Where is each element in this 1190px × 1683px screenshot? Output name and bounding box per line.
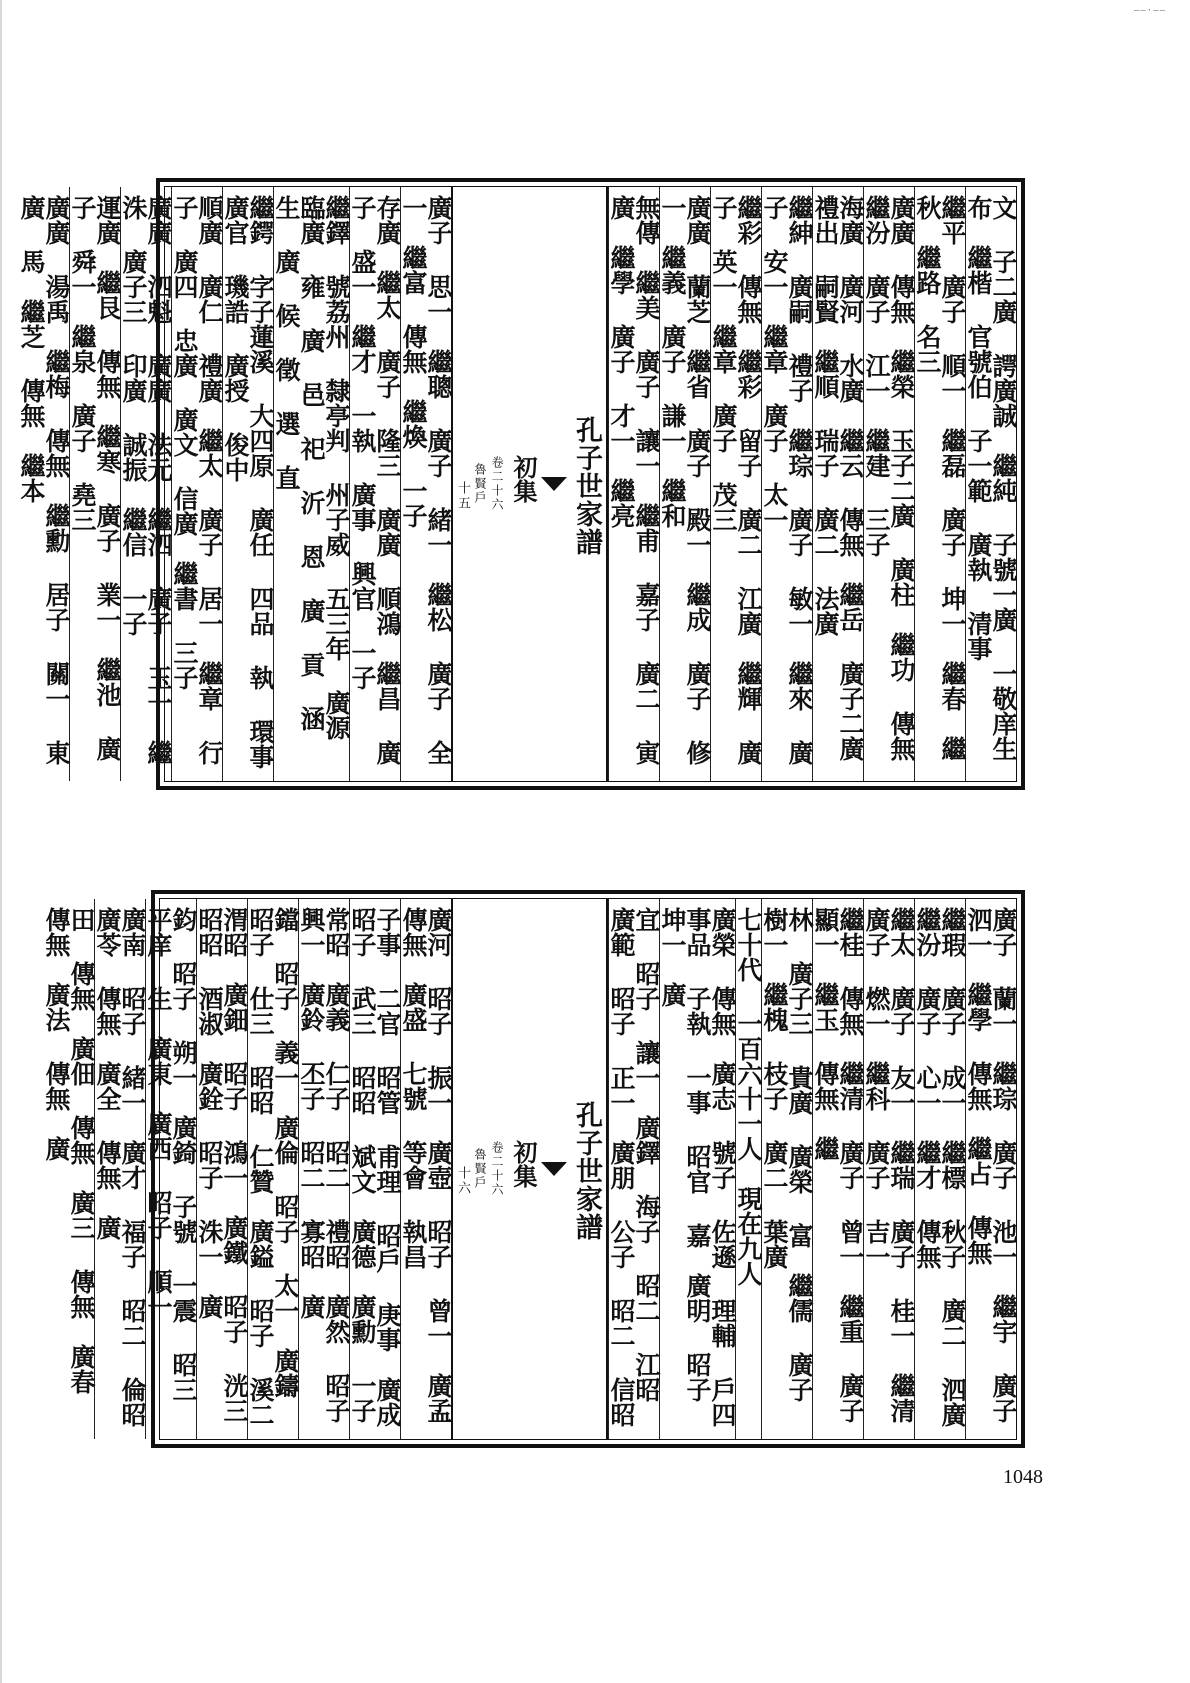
scan-left-edge	[0, 0, 2, 1683]
genealogy-panel-top	[17, 178, 1025, 790]
bottom-left-col-8: 田 傳無 廣佃 傳無 廣三 傳無 廣春 傳無 廣法 傳無 廣	[42, 907, 96, 1394]
top-right-col-1: 文 子二廣 諤廣誠 繼純 子號一廣 一敬庠生 布 繼楷 官號伯 子一範 廣執 清事	[965, 187, 1016, 781]
top-center-column	[451, 187, 608, 781]
bottom-left-col-1: 廣河 昭子 振一 廣壺 昭子 曾一 廣孟 傳無 廣盛 七號 等會 執昌	[400, 899, 451, 1439]
bottom-left-col-2: 子事 二官 昭管 甫理 昭戶 庚事 廣成 昭子 武三 昭昭 斌文 廣德 廣勳 一子	[349, 899, 400, 1439]
volume-label: 卷二十六	[490, 1141, 504, 1197]
bottom-right-col-1: 廣子 蘭一 繼琮 廣子 池一 繼宇 廣子 泗一 繼學 傳無 繼占 傳無	[965, 899, 1016, 1439]
bottom-center-column	[451, 899, 608, 1439]
top-left-col-2: 存廣 繼太 廣子 隆三 廣廣 順鴻 繼昌 廣子 盛一 繼才 一執 廣事 興官 一子	[349, 187, 400, 781]
house-label: 魯賢戶	[473, 463, 487, 505]
top-left-col-3: 繼鐸 號荔州 隸亭判 州子威 五三年 廣源 臨廣 雍 廣 邑 祀 沂 恩 廣 貢 涵 生 廣 候 徵 選 直	[273, 187, 349, 781]
volume-label: 卷二十六	[490, 456, 504, 512]
top-right-col-6: 繼彩 傳無 繼彩 留子 廣二 江廣 繼輝 廣子 英一 繼章 廣子 茂三	[710, 187, 761, 781]
series-subtitle: 初集	[509, 1140, 538, 1188]
top-right-col-4: 海廣 廣河 水廣 繼云 傳無 繼岳 廣子二廣 禮出 嗣賢 繼順 瑞子 廣二 法廣	[812, 187, 863, 781]
top-left-col-1: 廣子 思一 繼聰 廣子 緒一 繼松 廣子 全一 繼富 傳無 繼煥 一子	[400, 187, 451, 781]
top-right-col-2: 繼平 廣子 順一 繼磊 廣子 坤一 繼春 繼秋 繼路 名三	[914, 187, 965, 781]
top-right-col-7: 廣廣 蘭芝 繼省 廣子 殿一 繼成 廣子 修一 繼義 廣子 謙一 繼和	[659, 187, 710, 781]
fishtail-mark	[541, 1162, 567, 1176]
corner-mark: ——·——	[1133, 6, 1166, 16]
bottom-right-col-8: 宜 昭子 讓一 廣鐸 海子 昭二 江昭 廣範 昭子 正一 廣朋 公子 昭二 信昭	[608, 899, 659, 1439]
bottom-left-col-7: 廣南 昭子 緒一 廣才 福子 昭二 倫昭 廣苓 傳無 廣全 傳無 廣	[94, 899, 145, 1439]
house-label: 魯賢戶	[473, 1148, 487, 1190]
bottom-right-col-4: 繼桂 傳無 繼清 廣子 曾一 繼重 廣子 顯一 繼玉 傳無 繼	[812, 899, 863, 1439]
series-title: 孔子世家譜	[571, 1101, 602, 1241]
bottom-right-col-6: 七十代 一百六十一人 現在九人	[735, 899, 761, 1439]
top-left-col-5: 順廣 廣仁 禮廣 繼太 廣子 居一 繼章 行子 廣四 忠廣 廣文 信廣 繼書 三子	[171, 187, 222, 781]
leaf-number: 十五	[455, 481, 470, 511]
leaf-number: 十六	[455, 1166, 470, 1196]
series-subtitle: 初集	[509, 455, 538, 503]
fishtail-mark	[541, 477, 567, 491]
bottom-left-col-3: 常昭 廣義 仁子 昭二 禮昭 廣然 昭子 興一 廣鈴 丕子 昭二 寡昭 廣	[298, 899, 349, 1439]
bottom-right-col-3: 繼太 廣子 友一 繼瑞 廣子 桂一 繼清 廣子 燃一 繼科 廣子 吉一	[863, 899, 914, 1439]
top-left-col-6: 廣廣 泗魁 廣廣 法元 繼泗 廣子 玉一 繼洙 廣子三 印廣 誠振 繼信 一子	[120, 187, 171, 781]
panel-columns	[42, 899, 1018, 1452]
bottom-right-col-7: 廣榮 傳無 廣志 號子 佐遜 理輔 戶四 事品 子執 一事 昭官 嘉 廣明 昭子 坤一 廣	[659, 899, 735, 1439]
bottom-left-col-6: 鈞 昭子 朔一 廣錡 子號 一震 昭三 平庠 生 廣東 廣西 昭子 順一	[145, 899, 196, 1439]
top-right-col-3: 廣廣 傳無 繼榮 玉子二廣 廣柱 繼功 傳無 繼汾 廣子 江一 繼建 三子	[863, 187, 914, 781]
bottom-left-col-5: 渭昭 廣鈿 昭子 鴻一 廣鐵 昭子 洸三 昭昭 酒淑 廣銓 昭子 洙一 廣	[196, 899, 247, 1439]
top-left-col-8: 廣廣 湯禹 繼梅 傳無 繼勳 居子 關一 東廣 馬 繼芝 傳無 繼本	[17, 195, 71, 765]
top-left-col-4: 繼鍔 字子蓮溪 大四原 廣任 四品 執 環事 廣官 璣誥 廣授 俊中	[222, 187, 273, 781]
top-right-col-8: 無傳 繼美 廣子 讓一 繼甫 嘉子 廣二 寅廣 繼學 廣子 才一 繼亮	[608, 187, 659, 781]
top-right-col-5: 繼紳 廣嗣 禮子 繼琮 廣子 敏一 繼來 廣子 安一 繼章 廣子 太一	[761, 187, 812, 781]
genealogy-panel-bottom	[42, 890, 1025, 1452]
bottom-right-col-5: 林 廣子三 貴廣 廣榮 富 繼儒 廣子 樹一 繼槐 枝子 廣二 葉廣	[761, 899, 812, 1439]
bottom-left-col-4: 鐺 昭子 義一 廣倫 昭子 太一 廣鑄 昭子 仕三 昭昭 仁贊 廣鎰 昭子 溪二	[247, 899, 298, 1439]
panel-columns	[17, 187, 1018, 786]
page-number: 1048	[1003, 1466, 1043, 1488]
top-left-col-7: 運廣 繼艮 傳無 繼寒 廣子 業一 繼池 廣子 舜一 繼泉 廣子 堯三	[69, 187, 120, 781]
series-title: 孔子世家譜	[571, 416, 602, 556]
bottom-right-col-2: 繼瑕 廣子 成一 繼標 秋子 廣二 泗廣 繼汾 廣子 心一 繼才 傳無	[914, 899, 965, 1439]
